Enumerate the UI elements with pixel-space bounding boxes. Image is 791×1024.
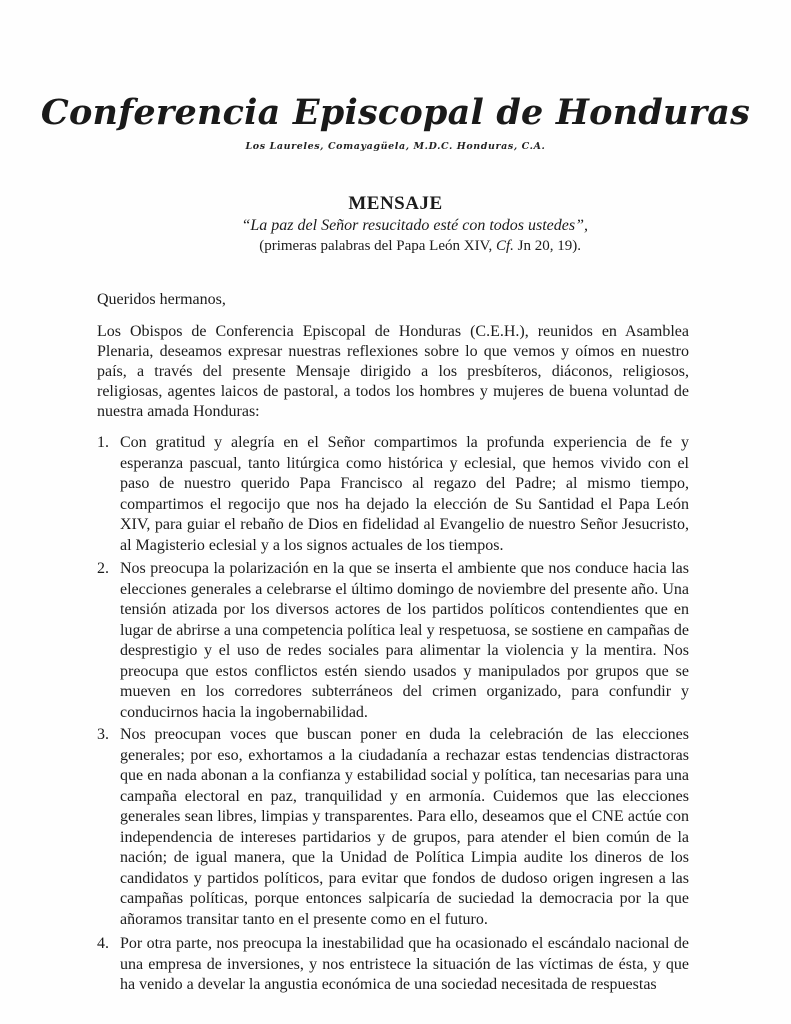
point-text: Por otra parte, nos preocupa la inestabilidad que ha ocasionado el escándalo nacional de una empresa de inversiones, y nos entristece la situación de las víctimas de ésta, y que ha venido a develar la angustia económica de una sociedad necesitada de respuestas [120, 935, 689, 993]
point-number: 4. [97, 935, 109, 952]
point-text: Nos preocupan voces que buscan poner en duda la celebración de las elecciones generales; por eso, exhortamos a la ciudadanía a rechazar estas tendencias distractoras que en nada abonan a la confianza y estabilidad social y política, tan necesarias para una campaña electoral en paz, tranquilidad y en armonía. Cuidemos que las elecciones generales sean libres, limpias y transparentes. Para ello, deseamos que el CNE actúe con independencia de intereses partidarios y de grupos, para atender el bien común de la nación; de igual manera, que la Unidad de Política Limpia audite los dineros de los candidatos y partidos políticos, para evitar que fondos de dudoso origen ingresen a las campañas políticas, porque entonces salpicaría de suciedad la democracia por la que añoramos transitar tanto en el presente como en el futuro. [120, 726, 689, 928]
numbered-point [97, 559, 689, 723]
intro-paragraph: Los Obispos de Conferencia Episcopal de Honduras (C.E.H.), reunidos en Asamblea Plenaria, deseamos expresar nuestras reflexiones sobre lo que vemos y oímos en nuestro país, a través del presente Mensaje dirigido a los presbíteros, diáconos, religiosos, religiosas, agentes laicos de pastoral, a todos los hombres y mujeres de buena voluntad de nuestra amada Honduras: [97, 323, 689, 420]
numbered-point [97, 725, 689, 930]
letterhead-address: Los Laureles, Comayagüela, M.D.C. Honduras, C.A. [245, 141, 546, 152]
point-text: Nos preocupa la polarización en la que se inserta el ambiente que nos conduce hacia las elecciones generales a celebrarse el último domingo de noviembre del presente año. Una tensión atizada por los diversos actores de los partidos políticos contendientes que en lugar de abrirse a una competencia política leal y respetuosa, se sostiene en campañas de desprestigio y el uso de redes sociales para alimentar la violencia y la mentira. Nos preocupa que estos conflictos estén siendo usados y manipulados por grupos que se mueven en los corredores subterráneos del crimen organizado, para confundir y conducirnos hacia la ingobernabilidad. [120, 560, 689, 721]
point-number: 3. [97, 726, 109, 743]
document-heading: MENSAJE [348, 193, 443, 214]
numbered-point [97, 934, 689, 996]
letterhead-title: Conferencia Episcopal de Honduras [40, 92, 751, 133]
point-text: Con gratitud y alegría en el Señor compartimos la profunda experiencia de fe y esperanza pascual, tanto litúrgica como histórica y eclesial, que hemos vivido con el paso de nuestro querido Papa Francisco al regazo del Padre; al mismo tiempo, compartimos el regocijo que nos ha dejado la elección de Su Santidad el Papa León XIV, para guiar el rebaño de Dios en fidelidad al Evangelio de nuestro Señor Jesucristo, al Magisterio eclesial y a los signos actuales de los tiempos. [120, 434, 689, 554]
numbered-point [97, 433, 689, 556]
opening-quote: “La paz del Señor resucitado esté con todos ustedes”, [241, 217, 588, 234]
quote-source-ref: Cf. [495, 238, 514, 254]
salutation: Queridos hermanos, [97, 291, 226, 308]
quote-source-suffix: Jn 20, 19). [513, 238, 581, 254]
point-number: 1. [97, 434, 109, 451]
point-number: 2. [97, 560, 109, 577]
quote-source [259, 238, 581, 255]
quote-source-prefix: (primeras palabras del Papa León XIV, [259, 238, 496, 254]
